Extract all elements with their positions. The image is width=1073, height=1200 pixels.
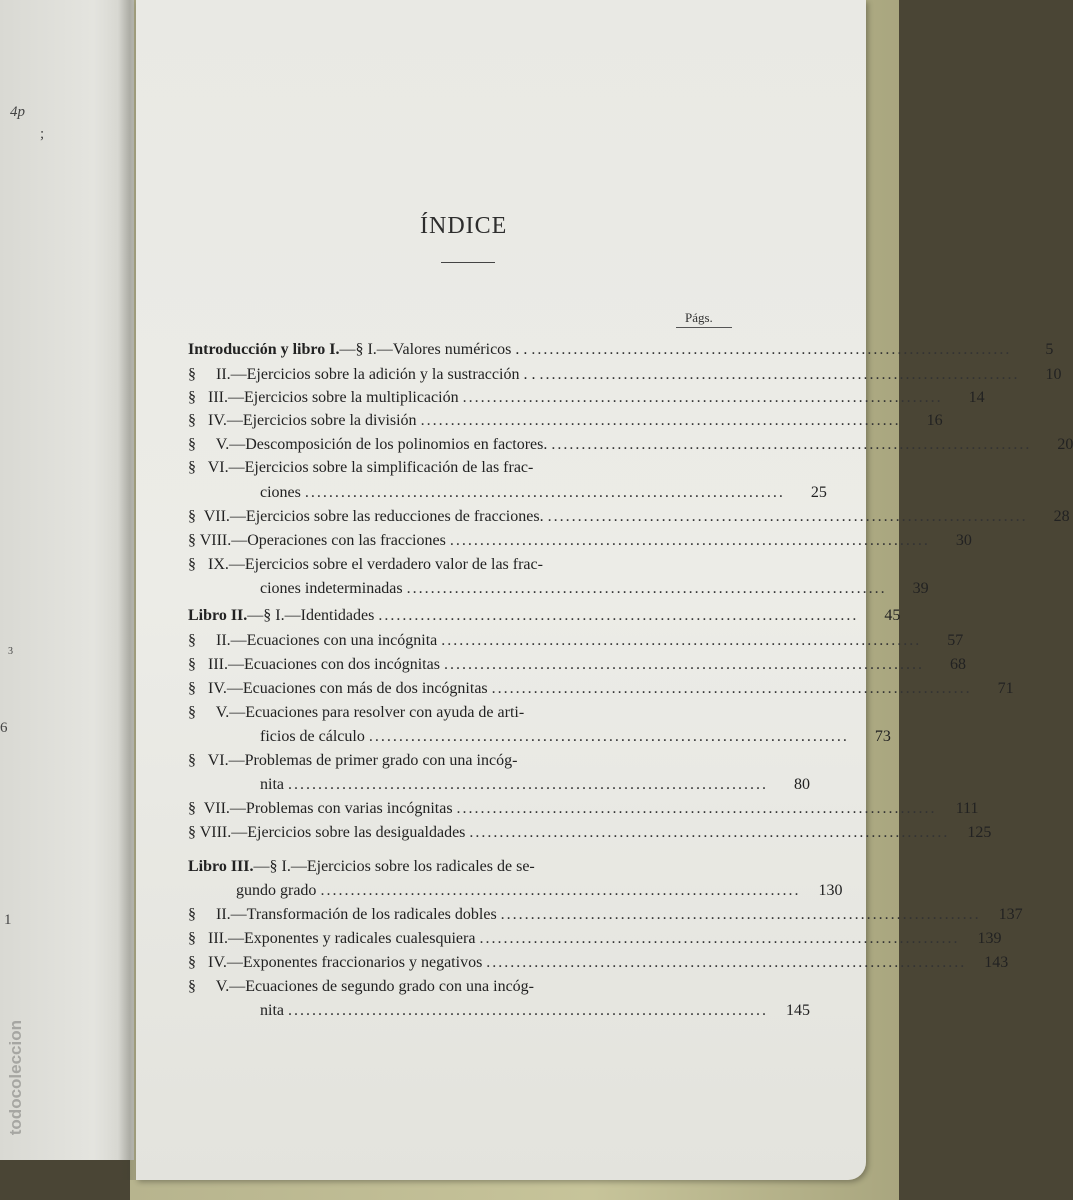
toc-entry xyxy=(188,341,1054,363)
toc-entry xyxy=(188,776,810,798)
toc-page-number: 68 xyxy=(949,656,966,673)
toc-entry xyxy=(188,508,1070,530)
toc-entry-text: § VI.—Ejercicios sobre la simplificación de las frac- xyxy=(188,459,534,476)
toc-entry-text: ciones indeterminadas xyxy=(188,580,403,597)
toc-page-number: 5 xyxy=(1045,341,1054,358)
toc-page-number: 80 xyxy=(794,776,810,793)
toc-page-number: 10 xyxy=(1045,366,1062,383)
toc-entry-text: Libro II.—§ I.—Identidades xyxy=(188,607,375,624)
toc-entry xyxy=(188,728,891,750)
toc-entry xyxy=(188,882,843,904)
toc-entry xyxy=(188,954,1009,976)
toc-entry-text: Libro III.—§ I.—Ejercicios sobre los radicales de se- xyxy=(188,858,535,875)
toc-book-heading: Libro II. xyxy=(188,607,248,624)
toc-entry xyxy=(188,978,734,1000)
toc-entry xyxy=(188,824,992,846)
toc-entry xyxy=(188,930,1002,952)
toc-entry-text: § VII.—Problemas con varias incógnitas xyxy=(188,800,453,817)
toc-page-number: 14 xyxy=(968,389,985,406)
pages-column-label: Págs. xyxy=(685,310,713,325)
toc-entry xyxy=(188,412,943,434)
toc-entry-text: nita xyxy=(188,1002,284,1019)
page-title: ÍNDICE xyxy=(420,213,508,239)
toc-entry xyxy=(188,532,972,554)
toc-leader-dots: ................................................................................ xyxy=(491,680,972,697)
toc-leader-dots: ................................................................................ xyxy=(288,776,768,793)
toc-entry xyxy=(188,607,901,629)
toc-entry-text: § III.—Ecuaciones con dos incógnitas xyxy=(188,656,440,673)
toc-leader-dots: ................................................................................ xyxy=(456,800,937,817)
toc-leader-dots: ................................................................................ xyxy=(443,656,924,673)
watermark: todocoleccion xyxy=(6,1020,25,1136)
toc-entry-text: § III.—Exponentes y radicales cualesquiera xyxy=(188,930,476,947)
toc-page-number: 73 xyxy=(874,728,891,745)
toc-leader-dots: ................................................................................ xyxy=(449,532,930,549)
toc-entry-text: § V.—Descomposición de los polinomios en factores. xyxy=(188,436,548,453)
toc-leader-dots: ................................................................................ xyxy=(469,824,950,841)
toc-entry xyxy=(188,366,1062,388)
toc-page-number: 130 xyxy=(818,882,843,899)
toc-leader-dots: ................................................................................ xyxy=(551,436,1032,453)
toc-entry xyxy=(188,656,966,678)
toc-entry-text: § VIII.—Ejercicios sobre las desigualdades xyxy=(188,824,466,841)
toc-page-number: 57 xyxy=(947,632,964,649)
toc-entry-text: ciones xyxy=(188,484,301,501)
toc-page-number: 25 xyxy=(810,484,827,501)
toc-leader-dots: ................................................................................ xyxy=(320,882,801,899)
toc-leader-dots: ................................................................................ xyxy=(441,632,922,649)
toc-entry xyxy=(188,632,964,654)
toc-entry xyxy=(188,704,734,726)
toc-entry xyxy=(188,906,1023,928)
toc-entry-text: gundo grado xyxy=(188,882,317,899)
toc-entry xyxy=(188,1002,810,1024)
toc-page-number: 39 xyxy=(912,580,929,597)
toc-entry-text: § VIII.—Operaciones con las fracciones xyxy=(188,532,446,549)
toc-entry-text: § III.—Ejercicios sobre la multiplicación xyxy=(188,389,459,406)
toc-leader-dots: ................................................................................ xyxy=(479,930,960,947)
toc-entry xyxy=(188,680,1014,702)
toc-leader-dots: ................................................................................ xyxy=(500,906,981,923)
left-page-fragment: ; xyxy=(40,126,45,142)
toc-entry xyxy=(188,800,979,822)
toc-entry-text: § IX.—Ejercicios sobre el verdadero valor de las frac- xyxy=(188,556,543,573)
toc-entry xyxy=(188,389,985,411)
left-page-fragment: 6 xyxy=(0,720,8,736)
toc-entry xyxy=(188,459,734,481)
toc-leader-dots: ................................................................................ xyxy=(406,580,887,597)
toc-leader-dots: ................................................................................ xyxy=(539,366,1020,383)
toc-page-number: 45 xyxy=(884,607,901,624)
toc-entry xyxy=(188,436,1073,458)
toc-page-number: 20 xyxy=(1057,436,1073,453)
toc-leader-dots: ................................................................................ xyxy=(288,1002,768,1019)
toc-entry xyxy=(188,858,734,880)
toc-page-number: 125 xyxy=(967,824,992,841)
toc-leader-dots: ................................................................................ xyxy=(304,484,785,501)
toc-book-heading: Introducción y libro I. xyxy=(188,341,340,358)
toc-entry-text: § II.—Ecuaciones con una incógnita xyxy=(188,632,438,649)
toc-leader-dots: ................................................................................ xyxy=(486,954,967,971)
toc-leader-dots: ................................................................................ xyxy=(462,389,943,406)
toc-entry-text: Introducción y libro I.—§ I.—Valores numéricos . . xyxy=(188,341,528,358)
toc-entry-text: § II.—Ejercicios sobre la adición y la sustracción . . xyxy=(188,366,536,383)
toc-leader-dots: ................................................................................ xyxy=(368,728,849,745)
toc-page-number: 137 xyxy=(998,906,1023,923)
toc-entry-text: § II.—Transformación de los radicales dobles xyxy=(188,906,497,923)
toc-leader-dots: ................................................................................ xyxy=(378,607,859,624)
toc-leader-dots: ................................................................................ xyxy=(420,412,901,429)
left-page-fragment: 4p xyxy=(10,104,25,120)
toc-entry-text: ficios de cálculo xyxy=(188,728,365,745)
toc-leader-dots: ................................................................................ xyxy=(531,341,1012,358)
toc-entry-text: § VII.—Ejercicios sobre las reducciones de fracciones. xyxy=(188,508,544,525)
toc-entry-text: § V.—Ecuaciones de segundo grado con una incóg- xyxy=(188,978,534,995)
toc-page-number: 16 xyxy=(926,412,943,429)
toc-entry-text: § IV.—Ejercicios sobre la división xyxy=(188,412,417,429)
toc-page-number: 143 xyxy=(984,954,1009,971)
toc-entry-text: § VI.—Problemas de primer grado con una incóg- xyxy=(188,752,518,769)
toc-entry-text: nita xyxy=(188,776,284,793)
toc-leader-dots: ................................................................................ xyxy=(547,508,1028,525)
toc-page-number: 139 xyxy=(977,930,1002,947)
toc-page-number: 30 xyxy=(955,532,972,549)
toc-page-number: 111 xyxy=(955,800,979,817)
toc-entry-text: § IV.—Exponentes fraccionarios y negativos xyxy=(188,954,483,971)
toc-page-number: 28 xyxy=(1053,508,1070,525)
toc-entry-text: § V.—Ecuaciones para resolver con ayuda de arti- xyxy=(188,704,525,721)
toc-book-heading: Libro III. xyxy=(188,858,254,875)
toc-entry xyxy=(188,580,929,602)
toc-entry xyxy=(188,556,734,578)
toc-page-number: 71 xyxy=(997,680,1014,697)
toc-entry-text: § IV.—Ecuaciones con más de dos incógnitas xyxy=(188,680,488,697)
left-page-fragment: 3 xyxy=(8,646,13,657)
toc-entry xyxy=(188,484,827,506)
toc-page-number: 145 xyxy=(786,1002,810,1019)
left-page-fragment: 1 xyxy=(4,912,12,928)
toc-entry xyxy=(188,752,734,774)
